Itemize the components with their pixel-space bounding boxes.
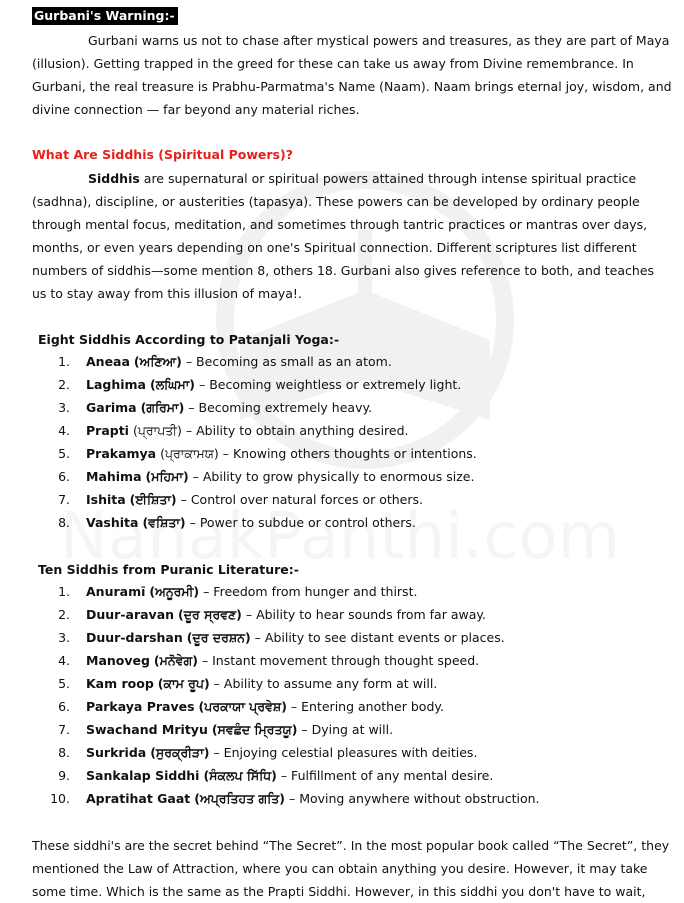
item-number: 4. bbox=[58, 653, 70, 668]
item-number: 5. bbox=[58, 446, 70, 461]
list-item bbox=[0, 744, 684, 767]
list-item bbox=[0, 468, 684, 491]
item-name: Apratihat Gaat bbox=[86, 791, 191, 806]
item-gurmukhi: (ਸਵਛੰਦ ਮ੍ਰਿਤਯੂ) bbox=[211, 722, 298, 737]
item-name: Prapti bbox=[86, 423, 129, 438]
list-item bbox=[0, 675, 684, 698]
item-name: Mahima bbox=[86, 469, 142, 484]
item-gurmukhi: (ਗਰਿਮਾ) bbox=[140, 400, 185, 415]
item-name: Anuramī bbox=[86, 584, 146, 599]
item-desc: – Instant movement through thought speed. bbox=[197, 653, 480, 668]
item-number: 8. bbox=[58, 515, 70, 530]
siddhis-lead: Siddhis bbox=[88, 171, 140, 186]
item-gurmukhi: (ਮਨੋਵੇਗ) bbox=[153, 653, 198, 668]
item-number: 2. bbox=[58, 607, 70, 622]
item-number: 10. bbox=[50, 791, 70, 806]
item-gurmukhi: (ਅਣਿਆ) bbox=[133, 354, 182, 369]
item-gurmukhi: (ਮਹਿਮਾ) bbox=[145, 469, 189, 484]
item-desc: – Moving anywhere without obstruction. bbox=[285, 791, 540, 806]
item-number: 6. bbox=[58, 699, 70, 714]
item-number: 9. bbox=[58, 768, 70, 783]
siddhis-text: are supernatural or spiritual powers attained through intense spiritual practice (sadhna), discipline, or austerities (tapasya). These powers can be developed by ordinary people through mental focus, meditation, and sometimes through tantric practices or mantras over days, months, or even years depending on one's Spiritual connection. Different scriptures list different numbers of siddhis—some mention 8, others 18. Gurbani also gives reference to both, and teaches us to stay away from this illusion of maya!. bbox=[32, 171, 655, 301]
siddhis-heading: What Are Siddhis (Spiritual Powers)? bbox=[32, 147, 293, 162]
item-name: Surkrida bbox=[86, 745, 147, 760]
item-desc: – Entering another body. bbox=[286, 699, 444, 714]
list-item bbox=[0, 583, 684, 606]
item-number: 2. bbox=[58, 377, 70, 392]
item-desc: – Becoming extremely heavy. bbox=[184, 400, 373, 415]
item-desc: – Freedom from hunger and thirst. bbox=[199, 584, 418, 599]
list-item bbox=[0, 353, 684, 376]
item-desc: – Becoming as small as an atom. bbox=[181, 354, 392, 369]
item-gurmukhi: (ਵਸ਼ਿਤਾ) bbox=[142, 515, 186, 530]
item-gurmukhi: (ਦੂਰ ਦਰਸ਼ਨ) bbox=[186, 630, 251, 645]
item-name: Manoveg bbox=[86, 653, 150, 668]
item-gurmukhi: (ਸੰਕਲਪ ਸਿੱਧਿ) bbox=[203, 768, 277, 783]
warning-title: Gurbani's Warning:- bbox=[32, 7, 178, 25]
item-desc: – Fulfillment of any mental desire. bbox=[276, 768, 494, 783]
item-number: 7. bbox=[58, 722, 70, 737]
item-name: Sankalap Siddhi bbox=[86, 768, 200, 783]
list-item bbox=[0, 698, 684, 721]
item-gurmukhi: (ਅਨੂਰਮੀ) bbox=[149, 584, 200, 599]
warning-paragraph bbox=[32, 29, 672, 121]
item-number: 7. bbox=[58, 492, 70, 507]
item-gurmukhi: (ਈਸ਼ਿਤਾ) bbox=[129, 492, 177, 507]
item-number: 3. bbox=[58, 400, 70, 415]
item-desc: – Ability to assume any form at will. bbox=[209, 676, 438, 691]
list-item bbox=[0, 445, 684, 468]
list-item bbox=[0, 790, 684, 813]
item-desc: – Dying at will. bbox=[297, 722, 394, 737]
closing-paragraph: These siddhi's are the secret behind “The Secret”. In the most popular book called “The Secret”, they mentioned the Law of Attraction, where you can obtain anything you desire. However, it may take some time. Which is the same as the Prapti Siddhi. However, in this siddhi you don't have to wait, bbox=[32, 838, 670, 899]
item-desc: – Becoming weightless or extremely light. bbox=[195, 377, 462, 392]
list-item bbox=[0, 606, 684, 629]
item-number: 1. bbox=[58, 354, 70, 369]
item-name: Aneaa bbox=[86, 354, 130, 369]
list-item bbox=[0, 652, 684, 675]
item-name: Vashita bbox=[86, 515, 139, 530]
item-name: Ishita bbox=[86, 492, 126, 507]
item-desc: – Control over natural forces or others. bbox=[176, 492, 423, 507]
item-name: Kam roop bbox=[86, 676, 154, 691]
eight-siddhis-list bbox=[0, 353, 684, 537]
list-item bbox=[0, 422, 684, 445]
ten-siddhis-heading: Ten Siddhis from Puranic Literature:- bbox=[38, 562, 299, 577]
item-desc: – Enjoying celestial pleasures with deities. bbox=[209, 745, 478, 760]
item-name: Parkaya Praves bbox=[86, 699, 195, 714]
list-item bbox=[0, 491, 684, 514]
item-desc: – Power to subdue or control others. bbox=[185, 515, 416, 530]
list-item bbox=[0, 376, 684, 399]
item-desc: – Knowing others thoughts or intentions. bbox=[218, 446, 477, 461]
item-name: Swachand Mrityu bbox=[86, 722, 208, 737]
item-gurmukhi: (ਕਾਮ ਰੂਪ) bbox=[157, 676, 210, 691]
item-number: 6. bbox=[58, 469, 70, 484]
list-item bbox=[0, 721, 684, 744]
list-item bbox=[0, 767, 684, 790]
ten-siddhis-list bbox=[0, 583, 684, 813]
item-number: 1. bbox=[58, 584, 70, 599]
item-name: Duur-darshan bbox=[86, 630, 183, 645]
eight-siddhis-heading: Eight Siddhis According to Patanjali Yoga:- bbox=[38, 332, 340, 347]
item-name: Garima bbox=[86, 400, 137, 415]
item-desc: – Ability to grow physically to enormous size. bbox=[188, 469, 475, 484]
warning-text: Gurbani warns us not to chase after mystical powers and treasures, as they are part of Maya (illusion). Getting trapped in the greed for these can take us away from Divine remembrance. In Gurbani, the real treasure is Prabhu-Parmatma's Name (Naam). Naam brings eternal joy, wisdom, and divine connection — far beyond any material riches. bbox=[32, 33, 672, 117]
item-number: 5. bbox=[58, 676, 70, 691]
item-desc: – Ability to hear sounds from far away. bbox=[241, 607, 486, 622]
item-name: Duur-aravan bbox=[86, 607, 175, 622]
item-gurmukhi: (ਦੂਰ ਸ੍ਰਵਣ) bbox=[178, 607, 242, 622]
item-desc: – Ability to see distant events or places. bbox=[250, 630, 505, 645]
item-number: 4. bbox=[58, 423, 70, 438]
item-gurmukhi: (ਸੁਰਕ੍ਰੀੜਾ) bbox=[150, 745, 210, 760]
item-desc: – Ability to obtain anything desired. bbox=[181, 423, 409, 438]
item-gurmukhi: (ਪ੍ਰਾਕਾਮਯ) bbox=[160, 446, 219, 461]
item-gurmukhi: (ਪਰਕਾਯਾ ਪ੍ਰਵੇਸ਼) bbox=[198, 699, 287, 714]
list-item bbox=[0, 514, 684, 537]
item-number: 3. bbox=[58, 630, 70, 645]
item-gurmukhi: (ਅਪ੍ਰਤਿਹਤ ਗਤਿ) bbox=[194, 791, 285, 806]
list-item bbox=[0, 399, 684, 422]
siddhis-paragraph bbox=[32, 167, 672, 305]
item-gurmukhi: (ਲਘਿਮਾ) bbox=[149, 377, 195, 392]
item-number: 8. bbox=[58, 745, 70, 760]
item-gurmukhi: (ਪ੍ਰਾਪਤੀ) bbox=[132, 423, 182, 438]
list-item bbox=[0, 629, 684, 652]
item-name: Prakamya bbox=[86, 446, 157, 461]
item-name: Laghima bbox=[86, 377, 146, 392]
